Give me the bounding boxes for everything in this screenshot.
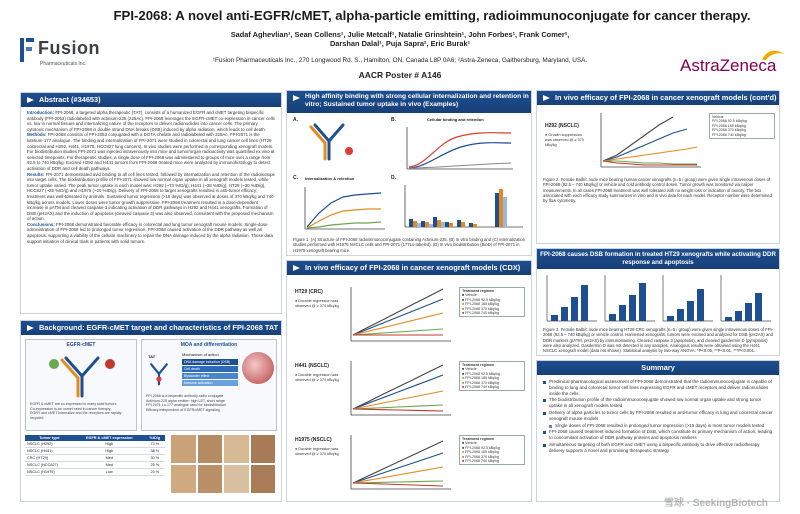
- figure2-caption: Figure 2. Female Balb/c nude mice bearing human cancer xenografts (n=5 / group) were given single intravenous doses of FPI-2068 (92.5 – 740 kBq/kg) or vehicle and cold antibody control doses. Tumor growth was monitored via caliper measurements. In all cases FPI-2068 treatment was well tolerated with no weight loss or indication of toxicity. The box associated with each efficacy study summarizes in vitro and in vivo data for each model. Receptor number were determined by flow cytometry.: [543, 177, 772, 204]
- table-row: [25, 448, 165, 455]
- cdx-model-row: [287, 279, 531, 351]
- tumor-growth-chart: [343, 431, 453, 495]
- background-heading: Background: EGFR-cMET target and characteristics of FPI-2068 TAT: [21, 321, 281, 335]
- table-cell: NSCLC (H1975): [25, 469, 74, 476]
- table-cell: Low: [74, 469, 145, 476]
- table-cell: 25 %: [145, 462, 165, 469]
- egfr-cmet-bullets: EGFR & cMET are co-expressed in many solid tumors Co-expression is an unmet need in cancer therapy EGFR and cMET internalize and the receptors are rapidly recycled: [30, 402, 122, 420]
- biodistribution-bar-chart: [399, 181, 525, 233]
- h292-legend: Vehicle FPI-2068 92.5 kBq/kg FPI-2068 185 kBq/kg FPI-2068 370 kBq/kg FPI-2068 740 kBq/kg: [709, 113, 775, 139]
- table-cell: 73 %: [145, 441, 165, 448]
- h292-growth-chart: [593, 109, 703, 173]
- poster-title: FPI-2068: A novel anti-EGFR/cMET, alpha-particle emitting, radioimmunoconjugate for cancer therapy.: [113, 8, 751, 23]
- binding-curve-chart: [397, 123, 517, 175]
- authors: [150, 30, 650, 49]
- dsb-panel: [536, 248, 780, 356]
- model-note: ● Durable regression was observed @ ≥ 370 kBq/kg: [295, 447, 339, 456]
- summary-item: Delivery of alpha particles to tumor cells by FPI-2068 resulted in anti-tumor efficacy in lung and colorectal cancer xenograft mouse models: [543, 410, 773, 422]
- dsb-heading: FPI-2068 causes DSB formation in treated HT29 xenografts while activating DDR response and apoptosis: [537, 249, 779, 269]
- model-label-h292: H292 (NSCLC): [545, 123, 579, 129]
- antibody-structure-icon: [26, 350, 138, 400]
- fpi2068-structure-icon: [299, 121, 359, 161]
- ihc-image: [198, 465, 223, 493]
- poster-number: AACR Poster # A146: [358, 70, 442, 80]
- treatment-legend: Treatment regimen ■ Vehicle ■ FPI-2068 92.5 kBq/kg ■ FPI-2068 185 kBq/kg ■ FPI-2068 370 kBq/kg ■ FPI-2068 740 kBq/kg: [459, 435, 525, 465]
- authors-line-2: Darshan Dalal¹, Puja Sapra², Eric Burak¹: [329, 39, 471, 49]
- table-row: [25, 455, 165, 462]
- model-label: H441 (NSCLC): [295, 363, 329, 369]
- model-label: HT29 (CRC): [295, 289, 323, 295]
- treatment-legend: Treatment regimen ■ Vehicle ■ FPI-2068 92.5 kBq/kg ■ FPI-2068 185 kBq/kg ■ FPI-2068 370 kBq/kg ■ FPI-2068 740 kBq/kg: [459, 287, 525, 317]
- growth-series-line: [353, 483, 443, 486]
- abstract-heading: Abstract (#34653): [21, 93, 281, 107]
- table-cell: NSCLC (H441): [25, 448, 74, 455]
- growth-series-line: [353, 391, 443, 409]
- summary-item: Single doses of FPI-2068 resulted in prolonged tumor regression (>15 days) in most tumor models tested: [543, 423, 773, 429]
- binding-heading: High affinity binding with strong cellular internalization and retention in vitro; Sustained tumor uptake in vivo (Examples): [287, 91, 531, 113]
- growth-series-line: [353, 467, 443, 483]
- fusion-logo: [18, 34, 100, 74]
- table-header: %ID/g: [145, 435, 165, 441]
- cdx-cont-panel: [536, 90, 780, 244]
- fig-label-d: D.: [391, 175, 396, 181]
- tat-label: TAT: [148, 354, 156, 359]
- tumor-growth-chart: [343, 283, 453, 347]
- affiliation: ¹Fusion Pharmaceuticals Inc., 270 Longwood Rd. S., Hamilton, ON, Canada L8P 0A6; ²Astra-Zeneca, Gaithersburg, Maryland, USA.: [212, 57, 588, 64]
- binding-panel: [286, 90, 532, 256]
- summary-item: Preclinical pharmacological assessment of FPI-2068 demonstrated that the radioimmunoconjugate is capable of binding to lung and colorectal tumor cell lines expressing EGFR and cMET receptors and deliver radionuclides inside the cells: [543, 379, 773, 396]
- chart-b-title: Cellular binding and retention: [427, 117, 484, 122]
- cdx-model-row: [287, 353, 531, 425]
- table-header: Tumor type: [25, 435, 74, 441]
- table-cell: 20 %: [145, 469, 165, 476]
- chart-c-title: Internalization & retention: [305, 176, 355, 181]
- moa-title: MOA and differentiation: [180, 342, 238, 348]
- table-cell: Med: [74, 462, 145, 469]
- ihc-image: [171, 465, 196, 493]
- moa-steps: DNA damage induction (DSB) Cell death Bystander effect Immune activation: [182, 359, 238, 386]
- ihc-image-grid: [171, 435, 275, 493]
- table-cell: NSCLC (HCC827): [25, 462, 74, 469]
- growth-series-line: [353, 405, 443, 409]
- astrazeneca-logo-word: AstraZeneca: [680, 56, 777, 75]
- growth-series-line: [353, 481, 443, 483]
- abstract-body: Introduction: FPI-2068, a targeted alpha therapeutic (TAT), consists of a humanized EGFR and cMET targeting bispecific antibody (FPI-2053) radiolabeled with actinium-225 (225Ac). FPI-2068 leverages the EGFR-cMET co-expression in cancer cells vs. low in normal tissues and internalizing nature of the receptors to deliver radionuclides into cancer cells. The primary cytotoxic mechanism of FPI-2068 is double strand DNA breaks (DSB) induced by alpha radiation, which leads to cell death. Methods: FPI-2068 consists of FPI-2053 conjugated with a DOTA-chelate and radiolabeled with 225Ac. FPI-2071 is the lutetium-177 analogue. The binding and internalization of FPI-2071 were studied in colorectal and lung cancer cell lines (HT29 colorectal and H292, H441, H1975, HCC827 lung cancers). In vivo studies were performed in corresponding xenograft models. For biodistribution studies FPI-2071 was injected intravenously into mice and tumor/organ radioactivity was quantified ex vivo at selected timepoints. For therapeutic studies, a single dose of FPI-2068 was administered to groups of mice over a range from 92.5 to 740 kBq/kg. Excised H292 and H441 tumors from FPI-2068 treated mice were analyzed by immunohistology to detect activation of DDR and cell death pathways. Results: FPI-2071 demonstrated avid binding to all cell lines tested, followed by internalization and retention of the radioisotope into target cells. The biodistribution profile of FPI-2071 showed low normal organ uptake in all xenograft models tested, while tumor uptake varied. The peak tumor uptake in each model was: H292 (~73 %ID/g), H441 (~38 %ID/g), HT29 (~30 %ID/g), HCC827 (~25 %ID/g) and H1975 (~20 %ID/g). Delivery of FPI-2068 to target xenografts resulted in anti-tumor efficacy; treatment was well-tolerated by animals. Sustained tumor regression (>15 days) was observed at doses of 370 kBq/kg and 740 kBq/kg across models. Lower doses were tumor growth suppressive. FPI-2068 treatment resulted in a dose-dependent increase in pATM and cleaved caspase-3 indicating activation of DDR pathways in H292 and H441 xenografts. Formation of DSB (pH2AX) and the induction of apoptosis (cleaved caspase 3) was also observed, consistent with the proposed mechanism of action. Conclusions: FPI-2068 demonstrated favorable efficacy in colorectal and lung tumor xenograft mouse models. Single-dose administration of FPI-2068 led to prolonged tumor regression. FPI-2068 caused activation of the DDR pathway as well as apoptosis, supporting a viability of the cellular machinery to repair the DNA damage induced by the alpha radiation. These data support initiation of clinical trials in patients with solid tumors.: [27, 110, 275, 244]
- table-cell: Med: [74, 455, 145, 462]
- figure3-caption: Figure 3. Female Balb/c nude mice bearing HT29 CRC xenografts (n=5 / group) were given single intravenous doses of FPI-2068 (92.5 – 740 kBq/kg) or vehicle control. Harvested xenografts, tumors were excised and analyzed for DSB (pH2AX) and DDR markers (pATM, pH2AX) by immunostaining. Cleaved caspase 3 (apoptosis), and cleaved gasdermin D (pyroptosis) were also analyzed. Gasdermin D was not detected in any samples. Analogous results were obtained using the H441 NSCLC xenograft model (data not shown). Statistical analysis by two-way ANOVA: *P<0.05, **P<0.01, ***P<0.001.: [543, 327, 774, 354]
- ihc-image: [251, 465, 276, 493]
- growth-series-line: [353, 453, 443, 483]
- summary-item: FPI-2068 caused treatment induced formation of DSB, which constitute its primary mechanism of action, leading to concomitant activation of DDR pathway proteins and apoptosis markers: [543, 429, 773, 441]
- table-cell: High: [74, 448, 145, 455]
- fig-label-c: C.: [293, 175, 298, 181]
- astrazeneca-logo: [680, 56, 790, 82]
- ihc-image: [171, 435, 196, 463]
- background-panel: [20, 320, 282, 502]
- ihc-image: [224, 435, 249, 463]
- growth-series-line: [353, 289, 443, 335]
- table-header: EGFR & cMET expression: [74, 435, 145, 441]
- cell-image: [242, 352, 274, 384]
- model-label: H1975 (NSCLC): [295, 437, 332, 443]
- ihc-image: [251, 435, 276, 463]
- cdx-heading: In vivo efficacy of FPI-2068 in cancer xenograft models (CDX): [287, 261, 531, 275]
- table-row: [25, 462, 165, 469]
- figure1-caption: Figure 1. (A) Structure of FPI-2068 radioimmunoconjugate containing Actinium-225. (B) In vitro binding and (C) internalization studies performed with H1975 NSCLC cells and FPI-2071 (177Lu-labeled). (D) In vivo biodistribution (BioD) of FPI-2071 in H1975 xenograft bearing mice.: [293, 237, 526, 253]
- abstract-panel: [20, 92, 282, 314]
- tumor-growth-chart: [343, 357, 453, 421]
- internalization-chart: [297, 183, 387, 235]
- growth-series-line: [353, 409, 443, 411]
- tat-antibody-icon: [146, 360, 172, 386]
- table-cell: 38 %: [145, 448, 165, 455]
- fusion-logo-word: Fusion: [38, 38, 100, 58]
- table-cell: NSCLC (H292): [25, 441, 74, 448]
- moa-bullets: FPI-2068 is a bispecific antibody-radio conjugate Actinium-225 alpha emitter: high LET, short range FPI-2071 Lu-177 analogue used for biodistribution Efficacy independent of EGFR/cMET signaling: [146, 394, 226, 412]
- growth-series-line: [353, 375, 443, 409]
- growth-series-line: [353, 365, 443, 409]
- authors-line-1: Sadaf Aghevlian¹, Sean Collens¹, Julie Metcalf¹, Natalie Grinshtein¹, John Forbes¹, Frank Comer²,: [230, 30, 570, 39]
- egfr-cmet-box: [25, 339, 137, 431]
- cdx-model-row: [287, 427, 531, 499]
- expression-table: [25, 435, 165, 476]
- abstract-results: FPI-2071 demonstrated avid binding to all cell lines tested, followed by internalization and retention of the radioisotope into target cells. The biodistribution profile of FPI-2071 showed low normal organ uptake in all xenograft models tested, while tumor uptake varied. The peak tumor uptake in each model was: H292 (~73 %ID/g), H441 (~38 %ID/g), HT29 (~30 %ID/g), HCC827 (~25 %ID/g) and H1975 (~20 %ID/g). Delivery of FPI-2068 to target xenografts resulted in anti-tumor efficacy; treatment was well-tolerated by animals. Sustained tumor regression (>15 days) was observed at doses of 370 kBq/kg and 740 kBq/kg across models. Lower doses were tumor growth suppressive. FPI-2068 treatment resulted in a dose-dependent increase in pATM and cleaved caspase-3 indicating activation of DDR pathways in H292 and H441 xenografts. Formation of DSB (pH2AX) and the induction of apoptosis (cleaved caspase 3) was also observed, consistent with the proposed mechanism of action.: [27, 171, 275, 222]
- summary-panel: [536, 360, 780, 502]
- treatment-legend: Treatment regimen ■ Vehicle ■ FPI-2068 92.5 kBq/kg ■ FPI-2068 185 kBq/kg ■ FPI-2068 370 kBq/kg ■ FPI-2068 740 kBq/kg: [459, 361, 525, 391]
- poster-header: [0, 0, 800, 86]
- ihc-image: [198, 435, 223, 463]
- summary-item: The biodistribution profile of the radioimmunoconjugate showed low normal organ uptake and strong tumor uptake in all xenograft models tested: [543, 397, 773, 409]
- summary-item: Simultaneous targeting of both EGFR and cMET using a bispecific antibody to drive effective radiotherapy delivery supports a novel and promising therapeutic strategy: [543, 442, 773, 454]
- table-cell: CRC (HT29): [25, 455, 74, 462]
- model-note: ● Durable regression was observed @ ≥ 370 kBq/kg: [295, 299, 339, 308]
- table-cell: High: [74, 441, 145, 448]
- summary-list: [537, 375, 779, 459]
- fig-label-a: A.: [293, 117, 298, 123]
- table-cell: 30 %: [145, 455, 165, 462]
- fusion-logo-sub: Pharmaceuticals Inc.: [40, 61, 87, 67]
- summary-heading: Summary: [537, 361, 779, 375]
- moa-box: [141, 339, 277, 431]
- table-row: [25, 469, 165, 476]
- h292-note: ● Growth suppression was observed @ ≥ 370 kBq/kg: [545, 133, 584, 147]
- cdx-cont-heading: In vivo efficacy of FPI-2068 in cancer xenograft models (cont'd): [537, 91, 779, 105]
- growth-series-line: [353, 441, 443, 483]
- dsb-marker-bar-chart: [543, 271, 775, 325]
- abstract-conclusions: FPI-2068 demonstrated favorable efficacy in colorectal and lung tumor xenograft mouse models. Single-dose administration of FPI-2068 led to prolonged tumor regression. FPI-2068 caused activation of the DDR pathway as well as apoptosis, supporting a viability of the cellular machinery to repair the DNA damage induced by the alpha radiation. These data support initiation of clinical trials in patients with solid tumors.: [27, 221, 273, 244]
- ihc-image: [224, 465, 249, 493]
- abstract-methods: FPI-2068 consists of FPI-2053 conjugated with a DOTA-chelate and radiolabeled with 225Ac. FPI-2071 is the lutetium-177 analogue. The binding and internalization of FPI-2071 were studied in colorectal and lung cancer cell lines (HT29 colorectal and H292, H441, H1975, HCC827 lung cancers). In vivo studies were performed in corresponding xenograft models. For biodistribution studies FPI-2071 was injected intravenously into mice and tumor/organ radioactivity was quantified ex vivo at selected timepoints. For therapeutic studies, a single dose of FPI-2068 was administered to groups of mice over a range from 92.5 to 740 kBq/kg. Excised H292 and H441 tumors from FPI-2068 treated mice were analyzed by immunohistology to detect activation of DDR and cell death pathways.: [27, 132, 275, 171]
- watermark: 雪球 · SeekingBiotech: [664, 498, 768, 509]
- astrazeneca-swirl-icon: [760, 48, 786, 62]
- moa-label: Mechanism of action: [182, 352, 219, 357]
- abstract-intro: FPI-2068, a targeted alpha therapeutic (TAT), consists of a humanized EGFR and cMET targeting bispecific antibody (FPI-2053) radiolabeled with actinium-225 (225Ac). FPI-2068 leverages the EGFR-cMET co-expression in cancer cells vs. low in normal tissues and internalizing nature of the receptors to deliver radionuclides into cancer cells. The primary cytotoxic mechanism of FPI-2068 is double strand DNA breaks (DSB) induced by alpha radiation, which leads to cell death.: [27, 110, 275, 132]
- fig-label-b: B.: [391, 117, 396, 123]
- egfr-cmet-title: EGFR-cMET: [66, 342, 96, 348]
- fusion-mark-icon: [18, 36, 36, 64]
- cdx-panel: [286, 260, 532, 502]
- model-note: ● Durable regression was observed @ ≥ 370 kBq/kg: [295, 373, 339, 382]
